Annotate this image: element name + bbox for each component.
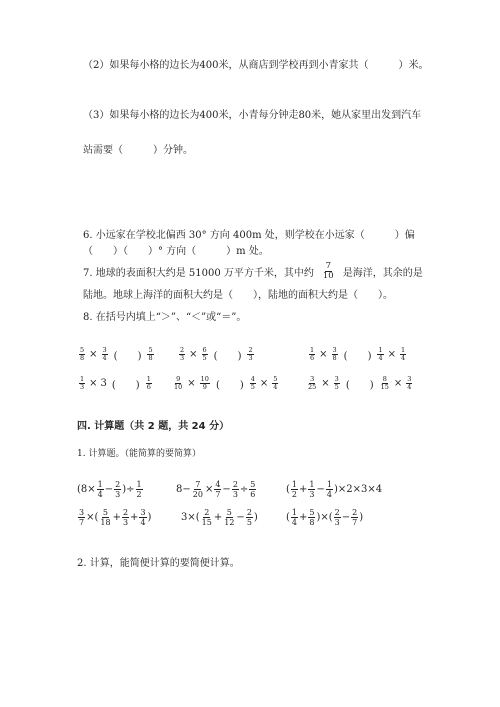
calc-expr-3 — [286, 480, 382, 499]
fraction-numerator: 3 — [102, 346, 107, 354]
expression-text: + — [299, 484, 308, 495]
fraction — [249, 480, 256, 499]
times-sign: × — [187, 378, 196, 389]
fraction-denominator: 7 — [215, 490, 221, 499]
fraction-denominator: 20 — [192, 490, 203, 499]
fraction-denominator: 4 — [401, 354, 406, 362]
calc-expr-1 — [77, 480, 144, 499]
cmp-r1c1 — [78, 347, 155, 362]
fraction — [380, 376, 390, 391]
expression-text: + — [130, 512, 139, 523]
question-2: （2）如果每小格的边长为400米，从商店到学校再到小青家共（ ）米。 — [83, 60, 429, 71]
fraction-denominator: 7 — [79, 518, 85, 527]
fraction-denominator: 4 — [407, 383, 412, 391]
question-6-line2: （ ）（ ）° 方向（ ）m 处。 — [83, 246, 269, 257]
fraction-denominator: 18 — [100, 518, 111, 527]
answer-blank[interactable]: ( ) — [113, 351, 142, 362]
cmp-r2c2 — [172, 376, 279, 391]
fraction-numerator: 2 — [204, 508, 210, 517]
fraction-denominator: 4 — [378, 354, 383, 362]
fraction-denominator: 10 — [174, 383, 183, 391]
q7-frac-den: 10 — [322, 271, 334, 281]
fraction-denominator: 4 — [326, 490, 332, 499]
times-sign: × — [259, 378, 269, 389]
answer-blank[interactable]: ( ) — [213, 351, 242, 362]
fraction — [146, 376, 152, 391]
expression-text: − — [236, 512, 245, 523]
fraction-denominator: 4 — [291, 518, 297, 527]
q7-fraction — [322, 262, 335, 281]
fraction-denominator: 15 — [201, 518, 212, 527]
times-sign: × — [89, 378, 98, 389]
times-sign: × — [393, 378, 403, 389]
section-4-heading: 四. 计算题（共 2 题，共 24 分） — [77, 421, 230, 432]
fraction-numerator: 2 — [232, 480, 238, 489]
expression-text: ÷ — [239, 484, 249, 495]
fraction-denominator: 8 — [148, 354, 153, 362]
fraction-denominator: 3 — [115, 490, 121, 499]
fraction — [232, 480, 239, 499]
fraction — [114, 480, 121, 499]
fraction-numerator: 1 — [291, 480, 297, 489]
fraction-numerator: 5 — [226, 508, 232, 517]
subquestion-2: 2. 计算，能简便计算的要简便计算。 — [77, 558, 240, 569]
fraction-numerator: 6 — [202, 346, 207, 354]
expression-text: − — [104, 484, 114, 495]
fraction-numerator: 3 — [140, 508, 146, 517]
fraction — [79, 376, 85, 391]
fraction-denominator: 2 — [136, 490, 142, 499]
fraction — [214, 480, 221, 499]
question-3-line2: 站需要（ ）分钟。 — [83, 145, 193, 156]
fraction — [291, 480, 298, 499]
cmp-r2c3 — [306, 376, 413, 391]
fraction — [78, 508, 85, 527]
question-7-line2: 陆地。地球上海洋的面积大约是（ ），陆地的面积大约是（ ）。 — [83, 290, 393, 301]
fraction — [272, 376, 278, 391]
fraction-numerator: 1 — [310, 346, 315, 354]
fraction-numerator: 2 — [180, 346, 185, 354]
fraction — [308, 480, 315, 499]
subquestion-1: 1. 计算题。（能简算的要简算） — [77, 449, 201, 459]
fraction — [179, 347, 185, 362]
fraction-numerator: 5 — [102, 508, 109, 517]
fraction-denominator: 15 — [380, 383, 389, 391]
fraction-numerator: 3 — [79, 508, 85, 517]
calc-expr-6 — [286, 508, 363, 527]
fraction — [247, 347, 253, 362]
fraction — [291, 508, 298, 527]
fraction-numerator: 4 — [250, 375, 255, 383]
fraction-numerator: 8 — [382, 375, 387, 383]
fraction-numerator: 1 — [136, 480, 142, 489]
fraction — [202, 347, 208, 362]
fraction-numerator: 2 — [352, 508, 358, 517]
fraction — [139, 508, 146, 527]
answer-blank[interactable]: ( ) — [215, 380, 244, 391]
fraction-denominator: 2 — [291, 490, 297, 499]
fraction-denominator: 4 — [97, 490, 103, 499]
fraction-denominator: 8 — [332, 354, 337, 362]
fraction-numerator: 1 — [80, 375, 85, 383]
fraction-numerator: 5 — [309, 508, 315, 517]
fraction — [308, 508, 315, 527]
fraction-denominator: 3 — [248, 354, 253, 362]
cmp-r2c1 — [78, 376, 153, 391]
fraction-numerator: 1 — [146, 375, 151, 383]
fraction — [326, 480, 333, 499]
fraction-denominator: 4 — [102, 354, 107, 362]
fraction-denominator: 5 — [250, 383, 255, 391]
fraction-denominator: 3 — [180, 354, 185, 362]
expression-text: − — [341, 512, 351, 523]
fraction-denominator: 3 — [122, 518, 129, 527]
fraction — [173, 376, 183, 391]
expression-text: 8− — [176, 484, 191, 495]
fraction — [351, 508, 358, 527]
question-8: 8. 在括号内填上“＞”、“＜”或“＝”。 — [83, 312, 247, 323]
fraction-numerator: 5 — [250, 480, 256, 489]
fraction-denominator: 3 — [232, 490, 238, 499]
fraction — [307, 376, 317, 391]
fraction-denominator: 9 — [202, 383, 207, 391]
question-7-line1 — [83, 262, 423, 281]
expression-text: ) — [253, 512, 258, 523]
expression-text: ( — [286, 512, 290, 523]
fraction — [400, 347, 406, 362]
fraction — [406, 376, 412, 391]
fraction-denominator: 3 — [334, 518, 340, 527]
fraction-numerator: 1 — [378, 346, 383, 354]
calc-expr-4 — [77, 508, 151, 527]
fraction — [334, 376, 340, 391]
fraction-denominator: 5 — [246, 518, 252, 527]
expression-text: × — [204, 484, 214, 495]
fraction — [334, 508, 341, 527]
fraction — [147, 347, 153, 362]
fraction — [332, 347, 338, 362]
expression-text: ) — [147, 512, 152, 523]
expression-text: )×2×3×4 — [333, 484, 383, 495]
fraction-denominator: 3 — [80, 383, 85, 391]
fraction — [246, 508, 253, 527]
expression-text: + — [299, 512, 308, 523]
fraction-numerator: 2 — [122, 508, 129, 517]
fraction-denominator: 8 — [309, 518, 315, 527]
expression-text: − — [222, 484, 231, 495]
expression-text: (8× — [77, 484, 96, 495]
fraction — [102, 347, 108, 362]
fraction-numerator: 10 — [200, 375, 209, 383]
fraction-denominator: 25 — [308, 383, 317, 391]
fraction — [79, 347, 85, 362]
fraction-denominator: 8 — [80, 354, 85, 362]
fraction-numerator: 9 — [176, 375, 181, 383]
fraction — [377, 347, 383, 362]
fraction-numerator: 5 — [273, 375, 278, 383]
expression-text: 3×( — [181, 512, 200, 523]
fraction-denominator: 5 — [334, 383, 339, 391]
question-3-line1: （3）如果每小格的边长为400米，小青每分钟走80米，她从家里出发到汽车 — [83, 110, 422, 121]
fraction-numerator: 4 — [215, 480, 221, 489]
fraction — [122, 508, 129, 527]
fraction-numerator: 2 — [115, 480, 121, 489]
fraction-denominator: 6 — [310, 354, 315, 362]
q7-text-post: 是海洋，其余的是 — [342, 268, 423, 279]
q7-text-pre: 7. 地球的表面积大约是 51000 万平方千米，其中约 — [83, 268, 314, 279]
fraction-denominator: 5 — [202, 354, 207, 362]
fraction — [136, 480, 143, 499]
cmp-r1c2 — [178, 347, 255, 362]
fraction-numerator: 1 — [309, 480, 315, 489]
fraction — [223, 508, 235, 527]
expression-text: ( — [286, 484, 290, 495]
expression-text: + — [112, 512, 121, 523]
fraction-numerator: 1 — [401, 346, 406, 354]
fraction-denominator: 12 — [224, 518, 235, 527]
fraction-numerator: 2 — [246, 508, 252, 517]
fraction-numerator: 7 — [195, 480, 201, 489]
expression-text: − — [316, 484, 325, 495]
times-sign: × — [319, 349, 328, 360]
calc-expr-5 — [181, 508, 258, 527]
fraction-denominator: 6 — [250, 490, 256, 499]
fraction-numerator: 3 — [332, 346, 337, 354]
fraction-numerator: 3 — [334, 375, 339, 383]
fraction-numerator: 2 — [248, 346, 253, 354]
fraction-numerator: 3 — [310, 375, 315, 383]
fraction — [192, 480, 204, 499]
fraction — [250, 376, 256, 391]
fraction-numerator: 1 — [97, 480, 103, 489]
expression-text: ) — [359, 512, 364, 523]
expression-text: ×( — [86, 512, 99, 523]
fraction — [309, 347, 315, 362]
fraction-numerator: 5 — [148, 346, 153, 354]
expression-text: )×( — [316, 512, 333, 523]
answer-blank[interactable]: ( ) — [343, 351, 372, 362]
times-sign: × — [321, 378, 330, 389]
fraction-numerator: 2 — [334, 508, 340, 517]
cmp-r1c3 — [308, 347, 407, 362]
fraction-denominator: 3 — [309, 490, 315, 499]
fraction-numerator: 5 — [80, 346, 85, 354]
times-sign: × — [189, 349, 198, 360]
fraction-denominator: 6 — [146, 383, 151, 391]
fraction — [201, 508, 213, 527]
answer-blank[interactable]: ( ) — [111, 380, 140, 391]
question-6-line1: 6. 小远家在学校北偏西 30° 方向 400m 处，则学校在小远家（ ）偏 — [83, 230, 415, 241]
answer-blank[interactable]: ( ) — [345, 380, 374, 391]
fraction — [99, 508, 111, 527]
fraction-denominator: 7 — [352, 518, 358, 527]
q7-frac-num: 7 — [325, 261, 332, 271]
expression-text: )÷ — [122, 484, 135, 495]
times-sign: × — [387, 349, 397, 360]
times-sign: × — [89, 349, 98, 360]
fraction-numerator: 3 — [407, 375, 412, 383]
integer: 3 — [100, 378, 107, 389]
expression-text: + — [213, 512, 223, 523]
fraction-numerator: 1 — [326, 480, 332, 489]
calc-expr-2 — [176, 480, 257, 499]
fraction — [97, 480, 104, 499]
fraction-denominator: 4 — [273, 383, 278, 391]
fraction-denominator: 4 — [140, 518, 146, 527]
fraction-numerator: 1 — [291, 508, 297, 517]
fraction — [200, 376, 210, 391]
